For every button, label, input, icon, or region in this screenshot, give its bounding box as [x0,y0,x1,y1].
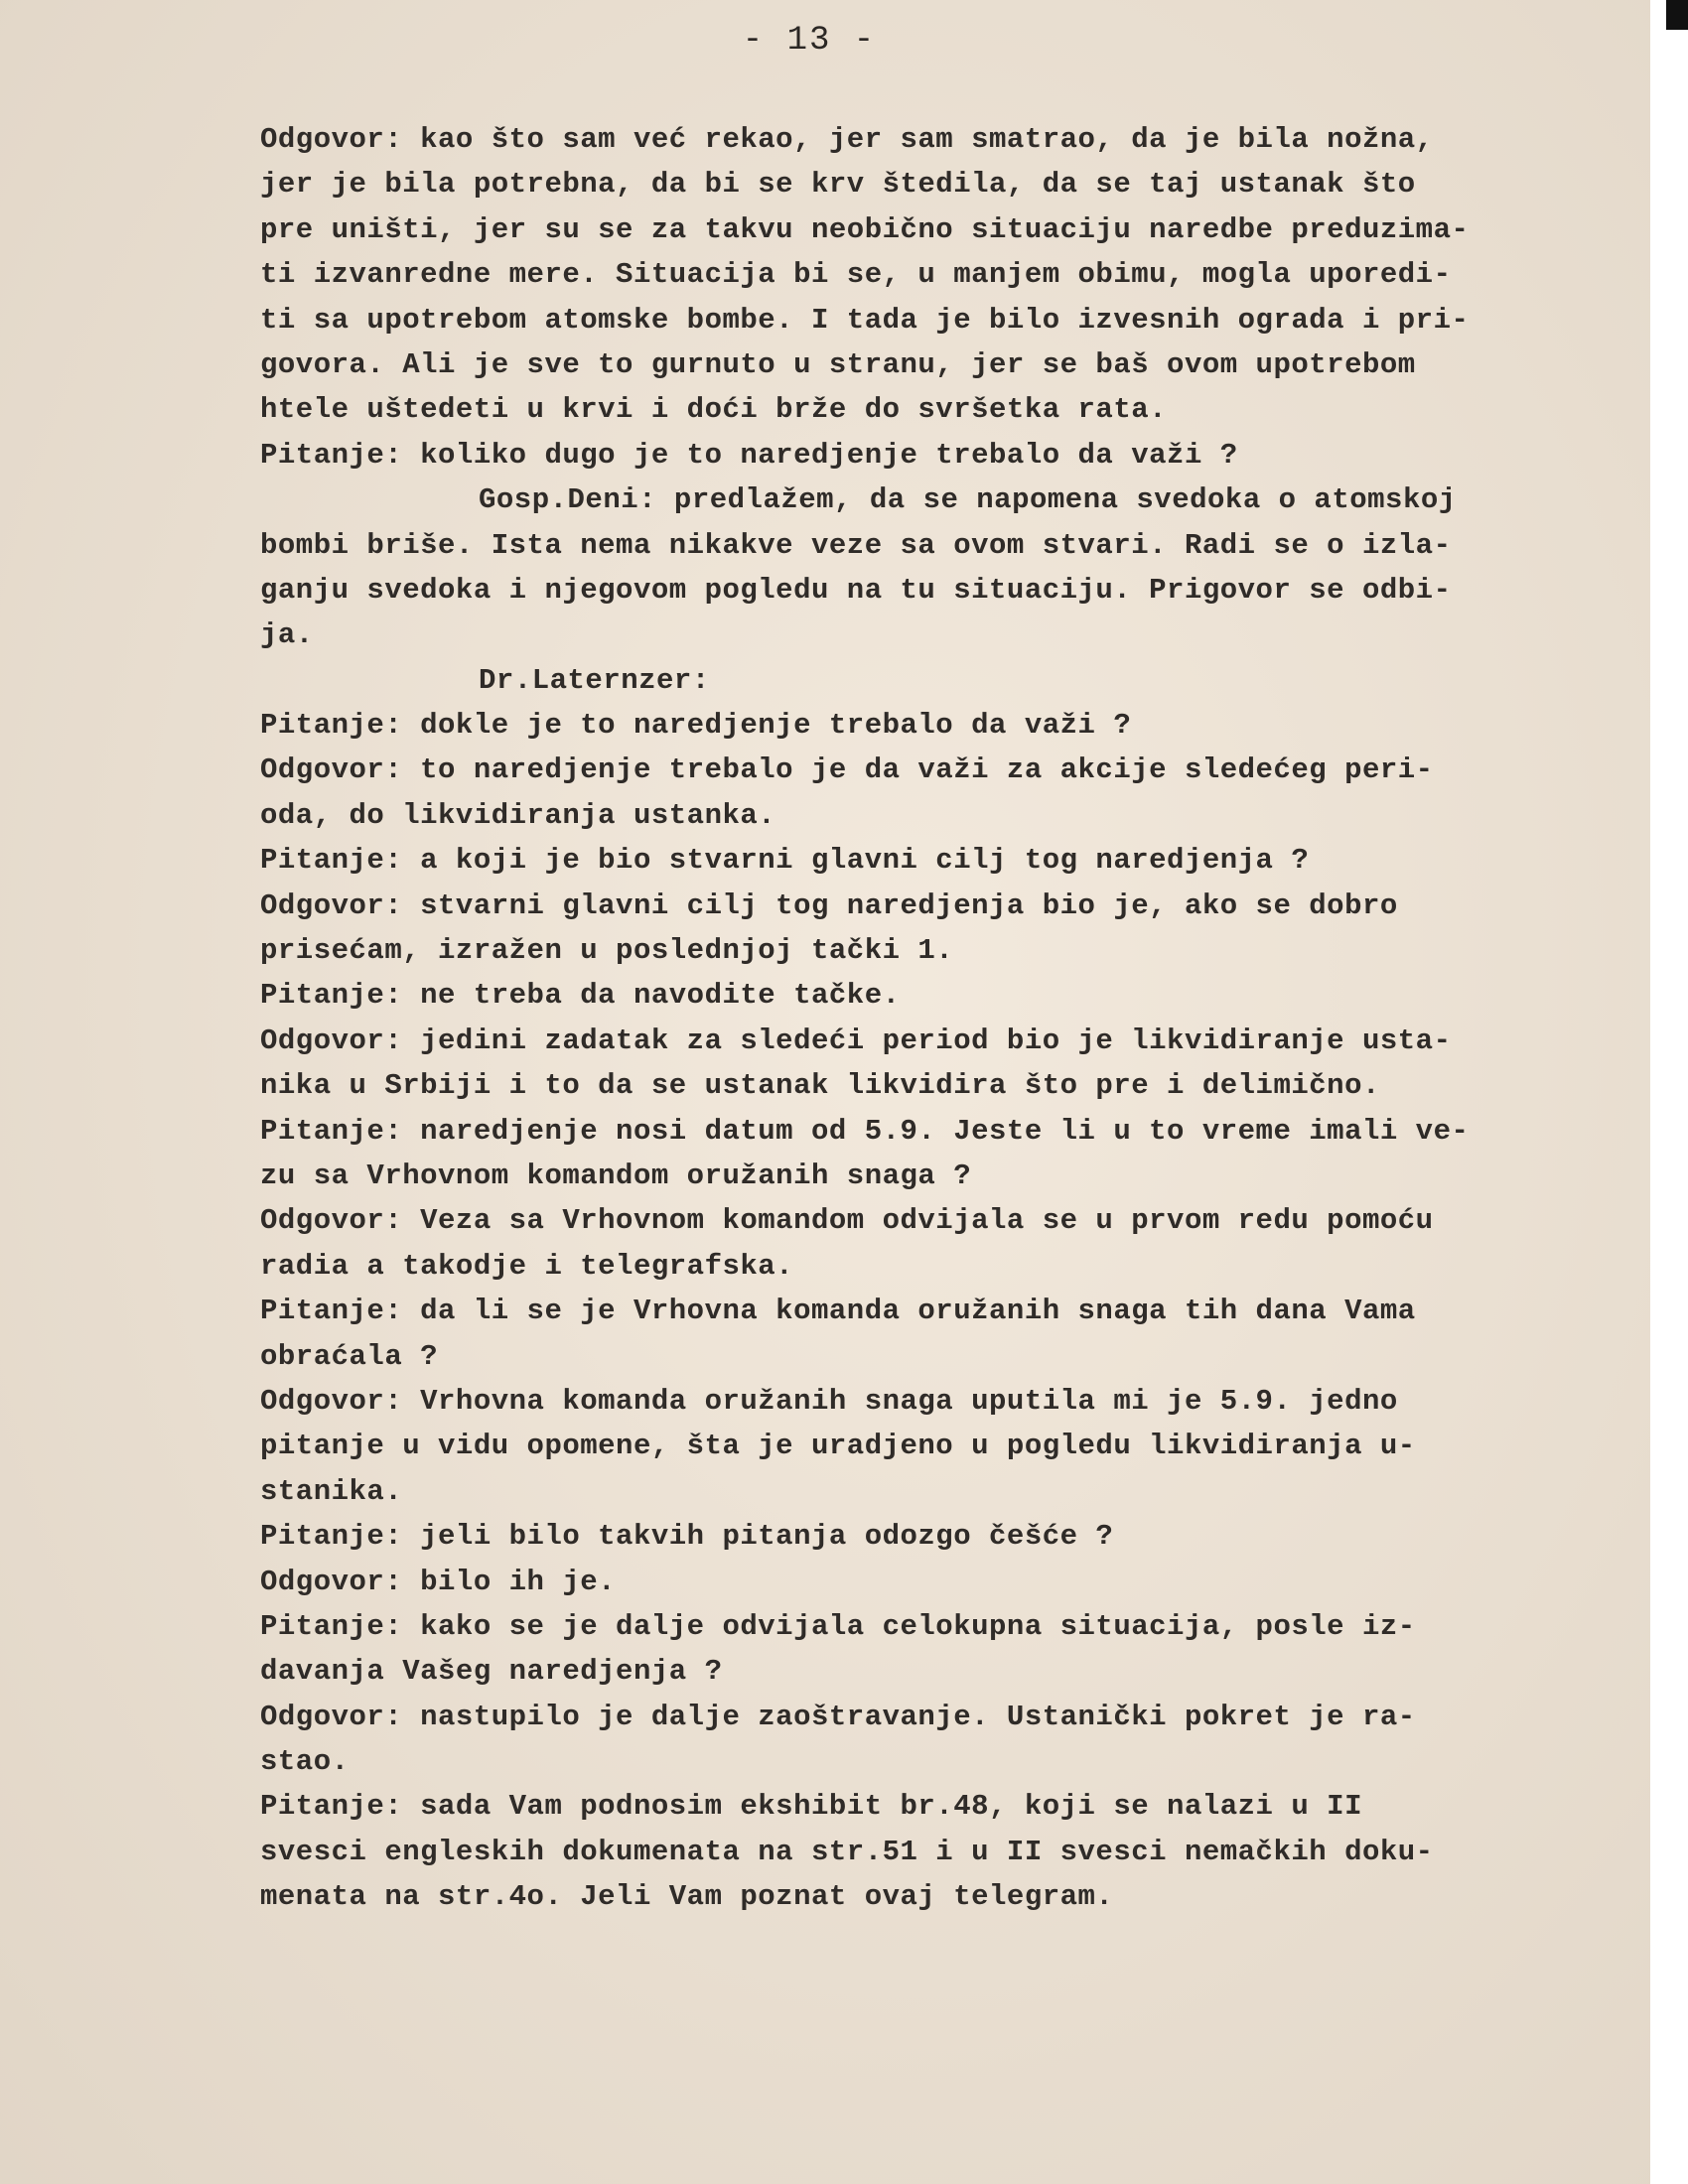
transcript-line: Pitanje: ne treba da navodite tačke. [260,979,901,1013]
transcript-line: radia a takodje i telegrafska. [260,1249,794,1283]
transcript-line: zu sa Vrhovnom komandom oružanih snaga ? [260,1159,972,1192]
transcript-line: Pitanje: dokle je to naredjenje trebalo da važi ? [260,709,1132,743]
transcript-line: davanja Vašeg naredjenja ? [260,1655,723,1689]
transcript-line: Pitanje: naredjenje nosi datum od 5.9. Jeste li u to vreme imali ve- [260,1114,1470,1148]
transcript-body [260,117,1640,1920]
transcript-line: oda, do likvidiranja ustanka. [260,798,776,832]
transcript-line: ti izvanredne mere. Situacija bi se, u manjem obimu, mogla uporedi- [260,258,1452,292]
transcript-line: Pitanje: jeli bilo takvih pitanja odozgo češće ? [260,1520,1114,1554]
scan-margin [1650,0,1688,2184]
transcript-line: menata na str.4o. Jeli Vam poznat ovaj telegram. [260,1880,1114,1914]
transcript-line: pitanje u vidu opomene, šta je uradjeno u pogledu likvidiranja u- [260,1430,1416,1463]
transcript-line: Pitanje: a koji je bio stvarni glavni cilj tog naredjenja ? [260,844,1310,878]
transcript-line: Pitanje: sada Vam podnosim ekshibit br.48, koji se nalazi u II [260,1790,1362,1824]
transcript-line: Odgovor: Vrhovna komanda oružanih snaga uputila mi je 5.9. jedno [260,1384,1398,1418]
transcript-line: jer je bila potrebna, da bi se krv štedila, da se taj ustanak što [260,168,1416,202]
transcript-line: Odgovor: kao što sam već rekao, jer sam smatrao, da je bila nožna, [260,123,1434,156]
transcript-line: Pitanje: koliko dugo je to naredjenje trebalo da važi ? [260,438,1238,472]
transcript-line: Odgovor: Veza sa Vrhovnom komandom odvijala se u prvom redu pomoću [260,1204,1434,1238]
scan-corner-mark [1666,0,1688,30]
transcript-line: stao. [260,1745,350,1779]
transcript-line: Odgovor: bilo ih je. [260,1565,617,1598]
transcript-line: Odgovor: to naredjenje trebalo je da važi za akcije sledećeg peri- [260,753,1434,787]
transcript-line: Pitanje: kako se je dalje odvijala celokupna situacija, posle iz- [260,1609,1416,1643]
transcript-line: ti sa upotrebom atomske bombe. I tada je bilo izvesnih ograda i pri- [260,303,1470,337]
transcript-line: ganju svedoka i njegovom pogledu na tu situaciju. Prigovor se odbi- [260,573,1452,607]
transcript-line: svesci engleskih dokumenata na str.51 i u II svesci nemačkih doku- [260,1835,1434,1868]
transcript-line: pre uništi, jer su se za takvu neobično situaciju naredbe preduzima- [260,212,1470,246]
transcript-line: Odgovor: stvarni glavni cilj tog naredjenja bio je, ako se dobro [260,888,1398,922]
transcript-line: govora. Ali je sve to gurnuto u stranu, jer se baš ovom upotrebom [260,347,1416,381]
transcript-line: ja. [260,618,314,652]
transcript-line: htele uštedeti u krvi i doći brže do svršetka rata. [260,393,1168,427]
transcript-line: Gosp.Deni: predlažem, da se napomena svedoka o atomskoj [479,483,1457,517]
transcript-line: Odgovor: jedini zadatak za sledeći period bio je likvidiranje usta- [260,1024,1452,1057]
transcript-line: obraćala ? [260,1339,439,1373]
transcript-line: Odgovor: nastupilo je dalje zaoštravanje. Ustanički pokret je ra- [260,1700,1416,1733]
transcript-line: nika u Srbiji i to da se ustanak likvidira što pre i delimično. [260,1069,1380,1103]
transcript-line: bombi briše. Ista nema nikakve veze sa ovom stvari. Radi se o izla- [260,528,1452,562]
page-number: - 13 - [742,22,877,60]
transcript-line: stanika. [260,1474,403,1508]
transcript-line: Dr.Laternzer: [479,663,710,697]
transcript-line: prisećam, izražen u poslednjoj tački 1. [260,934,954,968]
transcript-line: Pitanje: da li se je Vrhovna komanda oružanih snaga tih dana Vama [260,1295,1416,1328]
